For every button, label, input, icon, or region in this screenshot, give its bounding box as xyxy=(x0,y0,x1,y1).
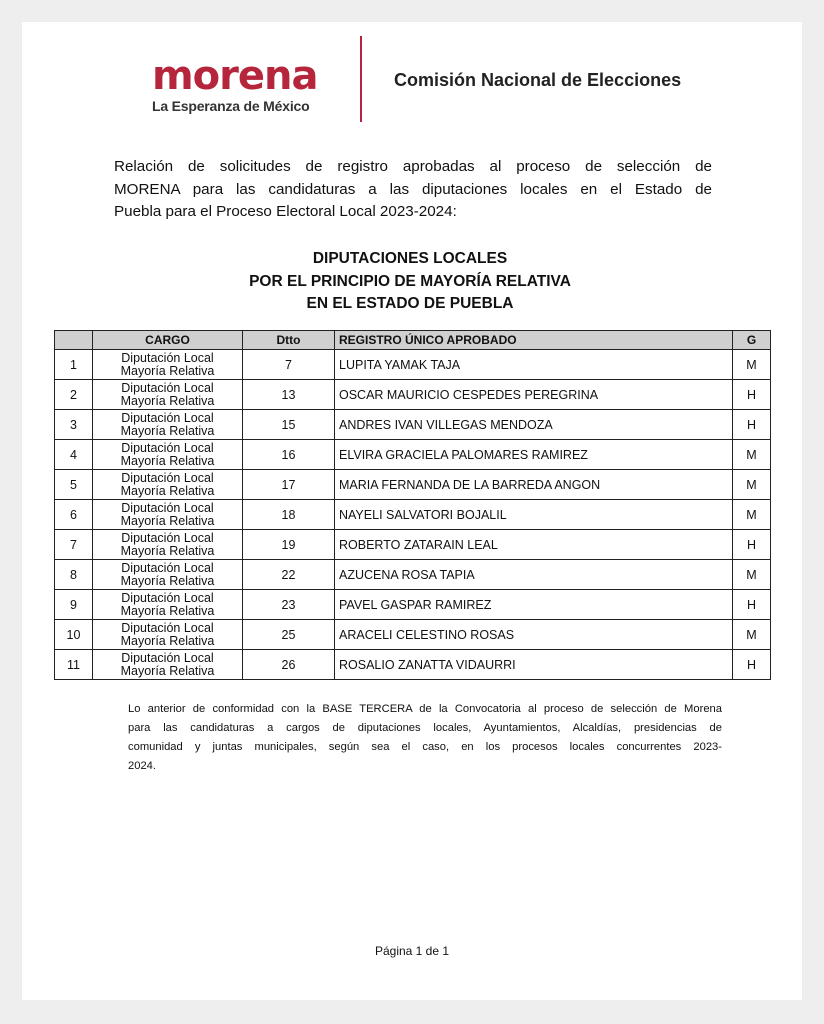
row-number: 4 xyxy=(55,440,93,470)
table-row xyxy=(55,560,771,590)
gender-cell: H xyxy=(733,410,771,440)
table-row xyxy=(55,590,771,620)
district-cell: 19 xyxy=(243,530,335,560)
commission-title: Comisión Nacional de Elecciones xyxy=(394,70,682,90)
candidate-name-cell: ANDRES IVAN VILLEGAS MENDOZA xyxy=(335,410,733,440)
district-cell: 16 xyxy=(243,440,335,470)
district-cell: 26 xyxy=(243,650,335,680)
row-number: 2 xyxy=(55,380,93,410)
cargo-cell xyxy=(93,620,243,650)
footnote-paragraph xyxy=(128,700,722,776)
district-cell: 25 xyxy=(243,620,335,650)
candidate-name-cell: ROBERTO ZATARAIN LEAL xyxy=(335,530,733,560)
cargo-cell xyxy=(93,560,243,590)
candidate-name-cell: NAYELI SALVATORI BOJALIL xyxy=(335,500,733,530)
cargo-line: Diputación Local xyxy=(121,440,214,455)
candidate-name-cell: OSCAR MAURICIO CESPEDES PEREGRINA xyxy=(335,380,733,410)
table-row xyxy=(55,350,771,380)
logo-wordmark: morena xyxy=(152,53,318,99)
gender-cell: M xyxy=(733,440,771,470)
intro-paragraph xyxy=(114,156,712,224)
cargo-line: Diputación Local xyxy=(121,410,214,425)
district-cell: 22 xyxy=(243,560,335,590)
candidate-name-cell: PAVEL GASPAR RAMIREZ xyxy=(335,590,733,620)
cargo-line: Mayoría Relativa xyxy=(120,483,215,498)
cargo-line: Diputación Local xyxy=(121,530,214,545)
cargo-line: Mayoría Relativa xyxy=(120,513,215,528)
header-dtto: Dtto xyxy=(243,331,335,350)
gender-cell: M xyxy=(733,620,771,650)
cargo-cell xyxy=(93,650,243,680)
district-cell: 15 xyxy=(243,410,335,440)
gender-cell: M xyxy=(733,350,771,380)
row-number: 7 xyxy=(55,530,93,560)
cargo-line: Mayoría Relativa xyxy=(120,423,215,438)
candidate-name-cell: ARACELI CELESTINO ROSAS xyxy=(335,620,733,650)
cargo-cell xyxy=(93,470,243,500)
heading-line: EN EL ESTADO DE PUEBLA xyxy=(306,295,514,312)
document-page xyxy=(22,22,802,1000)
cargo-line: Diputación Local xyxy=(121,560,214,575)
cargo-line: Mayoría Relativa xyxy=(120,543,215,558)
section-heading xyxy=(22,248,798,316)
note-line: para las candidaturas a cargos de diputaciones locales, Ayuntamientos, Alcaldías, presidencias de xyxy=(128,722,722,734)
cargo-line: Diputación Local xyxy=(121,620,214,635)
cargo-cell xyxy=(93,500,243,530)
cargo-cell xyxy=(93,530,243,560)
district-cell: 23 xyxy=(243,590,335,620)
candidate-name-cell: ELVIRA GRACIELA PALOMARES RAMIREZ xyxy=(335,440,733,470)
candidate-name-cell: LUPITA YAMAK TAJA xyxy=(335,350,733,380)
gender-cell: M xyxy=(733,500,771,530)
district-cell: 13 xyxy=(243,380,335,410)
district-cell: 17 xyxy=(243,470,335,500)
district-cell: 7 xyxy=(243,350,335,380)
table-row xyxy=(55,500,771,530)
logo-tagline: La Esperanza de México xyxy=(152,98,310,114)
header-cargo: CARGO xyxy=(93,331,243,350)
row-number: 8 xyxy=(55,560,93,590)
table-row xyxy=(55,620,771,650)
cargo-line: Mayoría Relativa xyxy=(120,633,215,648)
intro-line: Puebla para el Proceso Electoral Local 2023-2024: xyxy=(114,203,457,220)
table-row xyxy=(55,470,771,500)
candidates-table xyxy=(54,330,771,680)
table-row xyxy=(55,530,771,560)
row-number: 1 xyxy=(55,350,93,380)
cargo-cell xyxy=(93,440,243,470)
table-header-row xyxy=(55,331,771,350)
cargo-line: Diputación Local xyxy=(121,500,214,515)
cargo-line: Mayoría Relativa xyxy=(120,573,215,588)
table-row xyxy=(55,440,771,470)
row-number: 6 xyxy=(55,500,93,530)
cargo-cell xyxy=(93,350,243,380)
cargo-line: Mayoría Relativa xyxy=(120,663,215,678)
intro-line: MORENA para las candidaturas a las diputaciones locales en el Estado de xyxy=(114,180,712,198)
cargo-line: Mayoría Relativa xyxy=(120,603,215,618)
cargo-line: Mayoría Relativa xyxy=(120,393,215,408)
header-registro: REGISTRO ÚNICO APROBADO xyxy=(335,331,733,350)
cargo-line: Diputación Local xyxy=(121,650,214,665)
cargo-cell xyxy=(93,590,243,620)
cargo-line: Diputación Local xyxy=(121,350,214,365)
cargo-cell xyxy=(93,380,243,410)
cargo-line: Mayoría Relativa xyxy=(120,363,215,378)
header-g: G xyxy=(733,331,771,350)
cargo-line: Diputación Local xyxy=(121,470,214,485)
cargo-cell xyxy=(93,410,243,440)
gender-cell: M xyxy=(733,560,771,590)
gender-cell: H xyxy=(733,590,771,620)
gender-cell: H xyxy=(733,650,771,680)
district-cell: 18 xyxy=(243,500,335,530)
gender-cell: M xyxy=(733,470,771,500)
row-number: 9 xyxy=(55,590,93,620)
row-number: 5 xyxy=(55,470,93,500)
gender-cell: H xyxy=(733,380,771,410)
header-divider xyxy=(360,36,362,122)
intro-line: Relación de solicitudes de registro aprobadas al proceso de selección de xyxy=(114,158,712,175)
cargo-line: Diputación Local xyxy=(121,590,214,605)
table-row xyxy=(55,410,771,440)
candidate-name-cell: MARIA FERNANDA DE LA BARREDA ANGON xyxy=(335,470,733,500)
note-line: Lo anterior de conformidad con la BASE TERCERA de la Convocatoria al proceso de selección de Morena xyxy=(128,703,722,715)
note-line: 2024. xyxy=(128,760,156,772)
gender-cell: H xyxy=(733,530,771,560)
heading-line: POR EL PRINCIPIO DE MAYORÍA RELATIVA xyxy=(249,272,571,290)
table-row xyxy=(55,380,771,410)
row-number: 10 xyxy=(55,620,93,650)
cargo-line: Diputación Local xyxy=(121,380,214,395)
row-number: 3 xyxy=(55,410,93,440)
morena-logo xyxy=(152,53,318,114)
row-number: 11 xyxy=(55,650,93,680)
header-num xyxy=(55,331,93,350)
note-line: comunidad y juntas municipales, según sea el caso, en los procesos locales concurrentes 2023- xyxy=(128,741,722,753)
candidate-name-cell: ROSALIO ZANATTA VIDAURRI xyxy=(335,650,733,680)
heading-line: DIPUTACIONES LOCALES xyxy=(312,250,508,267)
candidate-name-cell: AZUCENA ROSA TAPIA xyxy=(335,560,733,590)
cargo-line: Mayoría Relativa xyxy=(120,453,215,468)
table-row xyxy=(55,650,771,680)
page-number: Página 1 de 1 xyxy=(374,944,450,958)
